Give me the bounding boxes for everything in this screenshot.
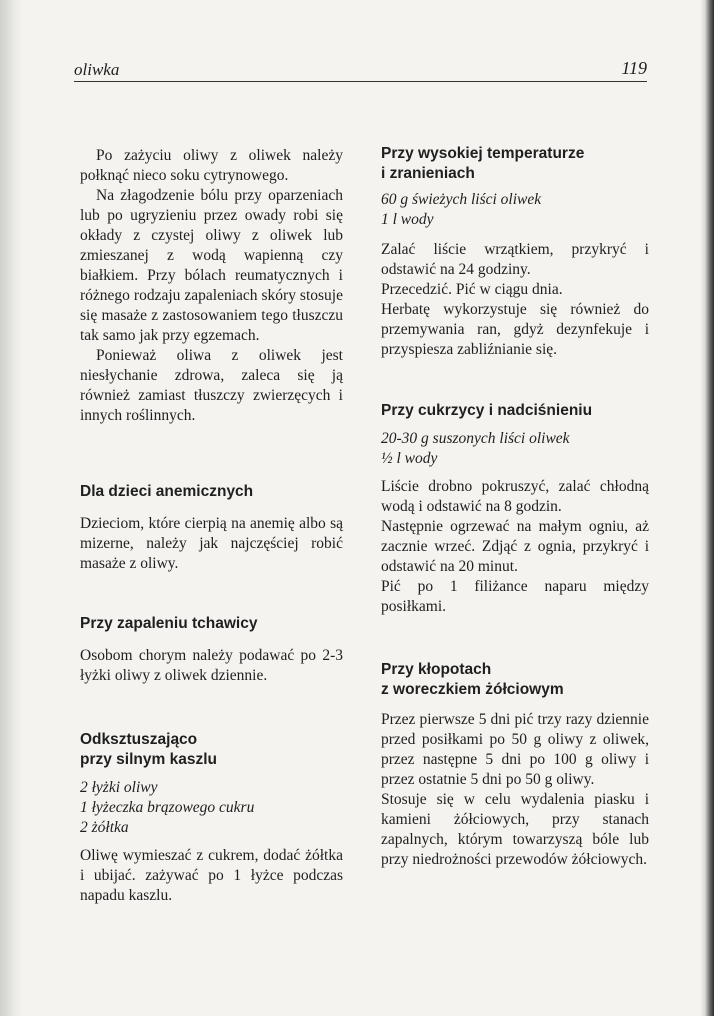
section-paragraph: Przez pierwsze 5 dni pić trzy razy dziennie przed posiłkami po 50 g oliwy z oliwek, przez następne 5 dni po 100 g oliwy i przez ostatnie 5 dni po 50 g oliwy. (381, 711, 649, 788)
section-paragraph: Następnie ogrzewać na małym ogniu, aż zacznie wrzeć. Zdjąć z ognia, przykryć i odstawić na 20 minut. (381, 518, 649, 575)
intro-paragraph: Na złagodzenie bólu przy oparzeniach lub po ugryzieniu przez owady robi się okłady z czystej oliwy z oliwek lub zmieszanej z wodą wapienną czy białkiem. Przy bólach reumatycznych i różnego rodzaju zapaleniach skóry stosuje się masaże z zastosowaniem tego tłuszczu tak samo jak przy egzemach. (80, 187, 343, 344)
section-anemic (80, 482, 343, 574)
page-gutter-shadow (0, 0, 22, 1016)
section-heading: przy silnym kaszlu (80, 751, 217, 768)
section-paragraph: Pić po 1 filiżance naparu między posiłkami. (381, 578, 649, 615)
section-heading: Przy cukrzycy i nadciśnieniu (381, 402, 593, 419)
ingredients-list (381, 429, 649, 469)
section-text (381, 710, 649, 870)
page-edge-shadow (700, 0, 714, 1016)
section-paragraph: Liście drobno pokruszyć, zalać chłodną wodą i odstawić na 8 godzin. (381, 478, 649, 515)
ingredient: 1 l wody (381, 211, 434, 228)
intro-paragraph: Po zażyciu oliwy z oliwek należy połknąć nieco soku cytrynowego. (80, 147, 343, 184)
section-paragraph: Stosuje się w celu wydalenia piasku i kamieni żółciowych, przy stanach zapalnych, którym towarzyszą bóle lub przy niedrożności przewodów żółciowych. (381, 791, 649, 868)
header-rule (74, 81, 647, 82)
section-text: Osobom chorym należy podawać po 2-3 łyżki oliwy z oliwek dziennie. (80, 647, 343, 684)
ingredients-list (381, 190, 649, 230)
section-gallbladder (381, 660, 649, 870)
section-heading: z woreczkiem żółciowym (381, 681, 564, 698)
intro-text (80, 146, 343, 426)
section-heading: Przy zapaleniu tchawicy (80, 615, 258, 632)
section-paragraph: Herbatę wykorzystuje się również do przemywania ran, gdyż dezynfekuje i przyspiesza zabliźnianie się. (381, 301, 649, 358)
intro-paragraph: Ponieważ oliwa z oliwek jest niesłychanie zdrowa, zaleca się ją również zamiast tłuszczy zwierzęcych i innych roślinnych. (80, 347, 343, 424)
section-text: Oliwę wymieszać z cukrem, dodać żółtka i ubijać. zażywać po 1 łyżce podczas napadu kaszlu. (80, 847, 343, 904)
ingredient: 60 g świeżych liści oliwek (381, 191, 542, 208)
page-number: 119 (621, 58, 647, 78)
section-heading: Dla dzieci anemicznych (80, 483, 254, 500)
ingredients-list (80, 778, 343, 838)
section-diabetes (381, 401, 649, 617)
ingredient: 1 łyżeczka brązowego cukru (80, 799, 255, 816)
section-title: oliwka (74, 60, 120, 79)
section-paragraph: Przecedzić. Pić w ciągu dnia. (381, 281, 563, 298)
section-text (381, 240, 649, 360)
section-heading: Przy wysokiej temperaturze (381, 145, 585, 162)
section-text (381, 477, 649, 617)
section-text: Dzieciom, które cierpią na anemię albo są mizerne, należy jak najczęściej robić masaże z oliwy. (80, 515, 343, 572)
section-heading: Przy kłopotach (381, 661, 492, 678)
section-paragraph: Zalać liście wrzątkiem, przykryć i odstawić na 24 godziny. (381, 241, 649, 278)
ingredient: 20-30 g suszonych liści oliwek (381, 430, 570, 447)
section-heading: i zranieniach (381, 165, 475, 182)
section-fever (381, 144, 649, 360)
section-heading: Odksztuszająco (80, 731, 198, 748)
ingredient: 2 żółtka (80, 819, 129, 836)
ingredient: 2 łyżki oliwy (80, 779, 158, 796)
section-trachea (80, 614, 343, 686)
ingredient: ½ l wody (381, 450, 438, 467)
section-cough (80, 730, 343, 906)
